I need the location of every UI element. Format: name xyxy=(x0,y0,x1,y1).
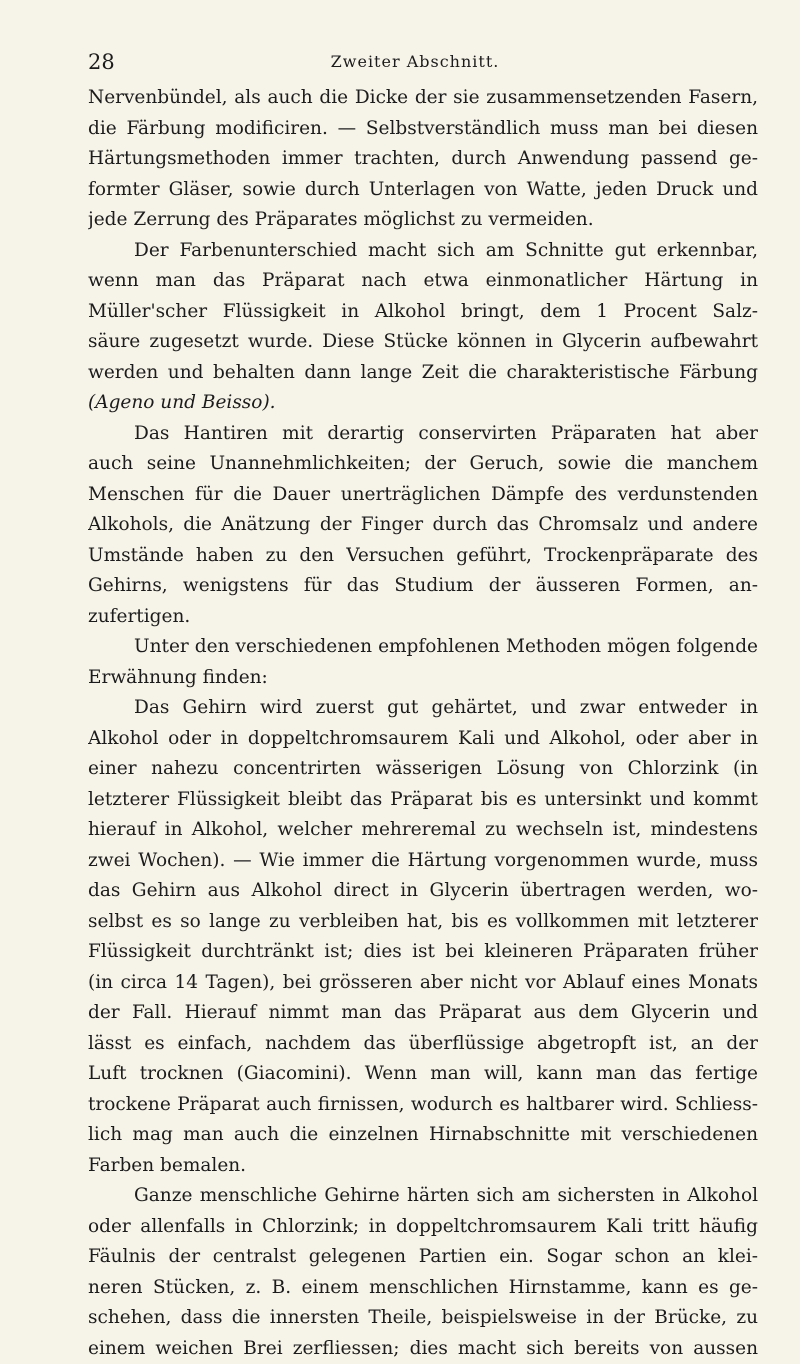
text-line: Luft trocknen (Giacomini). Wenn man will, kann man das fertige xyxy=(88,1059,758,1090)
text-line: (Ageno und Beisso). xyxy=(88,388,758,419)
text-line: neren Stücken, z. B. einem menschlichen Hirnstamme, kann es ge- xyxy=(88,1273,758,1304)
text-line: schehen, dass die innersten Theile, beispielsweise in der Brücke, zu xyxy=(88,1303,758,1334)
text-line: die Färbung modificiren. — Selbstverständlich muss man bei diesen xyxy=(88,114,758,145)
text-line: Das Gehirn wird zuerst gut gehärtet, und zwar entweder in xyxy=(88,693,758,724)
text-line: selbst es so lange zu verbleiben hat, bis es vollkommen mit letzterer xyxy=(88,907,758,938)
text-line: Müller'scher Flüssigkeit in Alkohol bringt, dem 1 Procent Salz- xyxy=(88,297,758,328)
text-line: zufertigen. xyxy=(88,602,758,633)
running-title: Zweiter Abschnitt. xyxy=(0,52,800,71)
text-line: einer nahezu concentrirten wässerigen Lösung von Chlorzink (in xyxy=(88,754,758,785)
text-line: der Fall. Hierauf nimmt man das Präparat aus dem Glycerin und xyxy=(88,998,758,1029)
text-line: auch seine Unannehmlichkeiten; der Geruch, sowie die manchem xyxy=(88,449,758,480)
text-line: Alkohols, die Anätzung der Finger durch das Chromsalz und andere xyxy=(88,510,758,541)
text-line: Das Hantiren mit derartig conservirten Präparaten hat aber xyxy=(88,419,758,450)
text-line: Der Farbenunterschied macht sich am Schnitte gut erkennbar, xyxy=(88,236,758,267)
text-line: Gehirns, wenigstens für das Studium der äusseren Formen, an- xyxy=(88,571,758,602)
text-line: hierauf in Alkohol, welcher mehreremal zu wechseln ist, mindestens xyxy=(88,815,758,846)
text-line: säure zugesetzt wurde. Diese Stücke können in Glycerin aufbewahrt xyxy=(88,327,758,358)
text-line: einem weichen Brei zerfliessen; dies macht sich bereits von aussen xyxy=(88,1334,758,1364)
page-number: 28 xyxy=(88,50,115,74)
text-line: Erwähnung finden: xyxy=(88,663,758,694)
text-line: formter Gläser, sowie durch Unterlagen von Watte, jeden Druck und xyxy=(88,175,758,206)
text-line: das Gehirn aus Alkohol direct in Glycerin übertragen werden, wo- xyxy=(88,876,758,907)
text-line: Unter den verschiedenen empfohlenen Methoden mögen folgende xyxy=(88,632,758,663)
text-line: Farben bemalen. xyxy=(88,1151,758,1182)
text-line: Fäulnis der centralst gelegenen Partien ein. Sogar schon an klei- xyxy=(88,1242,758,1273)
text-line: zwei Wochen). — Wie immer die Härtung vorgenommen wurde, muss xyxy=(88,846,758,877)
text-line: Nervenbündel, als auch die Dicke der sie zusammensetzenden Fasern, xyxy=(88,83,758,114)
text-line: wenn man das Präparat nach etwa einmonatlicher Härtung in xyxy=(88,266,758,297)
text-line: lässt es einfach, nachdem das überflüssige abgetropft ist, an der xyxy=(88,1029,758,1060)
text-line: letzterer Flüssigkeit bleibt das Präparat bis es untersinkt und kommt xyxy=(88,785,758,816)
text-line: (in circa 14 Tagen), bei grösseren aber nicht vor Ablauf eines Monats xyxy=(88,968,758,999)
text-line: Härtungsmethoden immer trachten, durch Anwendung passend ge- xyxy=(88,144,758,175)
text-line: Ganze menschliche Gehirne härten sich am sichersten in Alkohol xyxy=(88,1181,758,1212)
text-line: werden und behalten dann lange Zeit die charakteristische Färbung xyxy=(88,358,758,389)
body-text xyxy=(88,83,758,1364)
text-line: Alkohol oder in doppeltchromsaurem Kali und Alkohol, oder aber in xyxy=(88,724,758,755)
text-line: jede Zerrung des Präparates möglichst zu vermeiden. xyxy=(88,205,758,236)
text-line: Menschen für die Dauer unerträglichen Dämpfe des verdunstenden xyxy=(88,480,758,511)
text-line: oder allenfalls in Chlorzink; in doppeltchromsaurem Kali tritt häufig xyxy=(88,1212,758,1243)
text-line: lich mag man auch die einzelnen Hirnabschnitte mit verschiedenen xyxy=(88,1120,758,1151)
text-line: Flüssigkeit durchtränkt ist; dies ist bei kleineren Präparaten früher xyxy=(88,937,758,968)
text-line: trockene Präparat auch firnissen, wodurch es haltbarer wird. Schliess- xyxy=(88,1090,758,1121)
text-line: Umstände haben zu den Versuchen geführt, Trockenpräparate des xyxy=(88,541,758,572)
